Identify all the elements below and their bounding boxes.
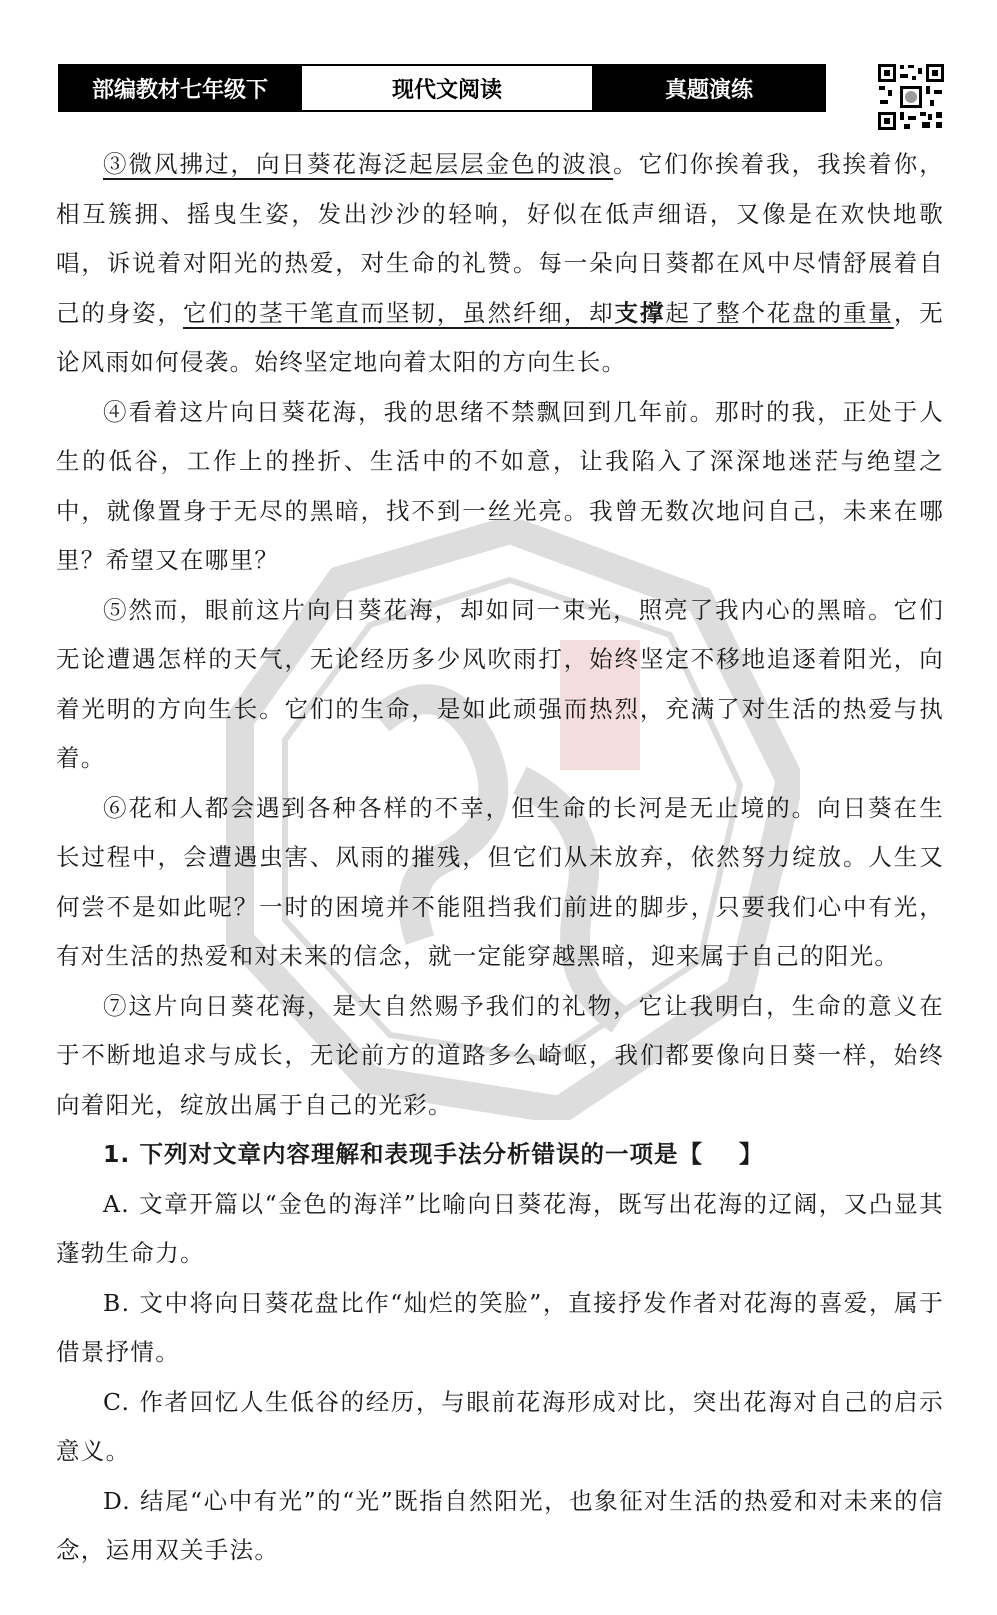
paragraph-3 [56,140,944,388]
option-c: C. 作者回忆人生低谷的经历，与眼前花海形成对比，突出花海对自己的启示意义。 [56,1387,944,1465]
option-b: B. 文中将向日葵花盘比作“灿烂的笑脸”，直接抒发作者对花海的喜爱，属于借景抒情。 [56,1288,944,1366]
underlined-sentence-1: ③微风拂过，向日葵花海泛起层层金色的波浪 [103,150,614,178]
paragraph-7: ⑦这片向日葵花海，是大自然赐予我们的礼物，它让我明白，生命的意义在于不断地追求与成长，无论前方的道路多么崎岖，我们都要像向日葵一样，始终向着阳光，绽放出属于自己的光彩。 [56,991,944,1119]
option-d: D. 结尾“心中有光”的“光”既指自然阳光，也象征对生活的热爱和对未来的信念，运用双关手法。 [56,1486,944,1564]
question-stem [56,1130,944,1180]
paragraph-5: ⑤然而，眼前这片向日葵花海，却如同一束光，照亮了我内心的黑暗。它们无论遭遇怎样的天气，无论经历多少风吹雨打，始终坚定不移地追逐着阳光，向着光明的方向生长。它们的生命，是如此顽强而热烈，充满了对生活的热爱与执着。 [56,595,944,772]
qr-code-icon [876,62,946,132]
header-grade-label: 部编教材七年级下 [60,66,300,110]
underlined-keyword: 支撑 [614,298,666,327]
header-topic-label: 现代文阅读 [300,66,594,110]
article-content [56,140,944,1576]
paragraph-6: ⑥花和人都会遇到各种各样的不幸，但生命的长河是无止境的。向日葵在生长过程中，会遭遇虫害、风雨的摧残，但它们从未放弃，依然努力绽放。人生又何尝不是如此呢？一时的困境并不能阻挡我们前进的脚步，只要我们心中有光，有对生活的热爱和对未来的信念，就一定能穿越黑暗，迎来属于自己的阳光。 [56,793,944,970]
answer-bracket-close: 】 [738,1140,764,1168]
paragraph-3-text: 。它们你挨着我，我挨着你，相互簇拥、摇曳生姿，发出沙沙的轻响，好似在低声细语，又像是在欢快地歌唱，诉说着对阳光的热爱，对生命的礼赞。每一朵向日葵都在风中尽情舒展着自己的身姿， [56,150,944,327]
underlined-sentence-2b: 起了整个花盘的重量 [665,298,894,327]
header-section-label: 真题演练 [594,66,824,110]
paragraph-4: ④看着这片向日葵花海，我的思绪不禁飘回到几年前。那时的我，正处于人生的低谷，工作上的挫折、生活中的不如意，让我陷入了深深地迷茫与绝望之中，就像置身于无尽的黑暗，找不到一丝光亮。我曾无数次地问自己，未来在哪里？希望又在哪里？ [56,397,944,574]
option-a: A. 文章开篇以“金色的海洋”比喻向日葵花海，既写出花海的辽阔，又凸显其蓬勃生命力。 [56,1189,944,1267]
answer-bracket-open: 【 [678,1140,703,1168]
paragraph-3-end: ，无论风雨如何侵袭。始终坚定地向着太阳的方向生长。 [56,298,944,376]
underlined-sentence-2a: 它们的茎干笔直而坚韧，虽然纤细，却 [182,298,615,327]
question-stem-text: 1. 下列对文章内容理解和表现手法分析错误的一项是 [103,1140,679,1168]
header-bar [58,64,826,112]
